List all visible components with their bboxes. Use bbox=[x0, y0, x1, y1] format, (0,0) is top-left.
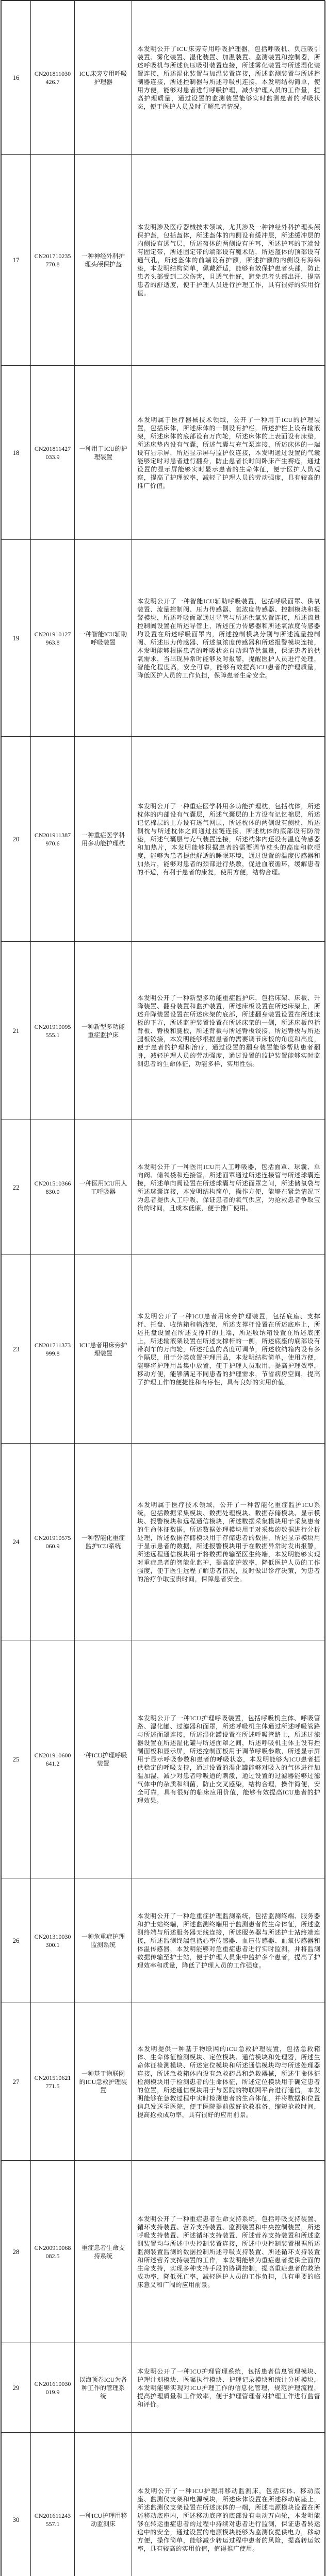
patent-number-cell: CN200910068082.5 bbox=[31, 2161, 75, 2343]
patent-number-cell: CN201910095555.1 bbox=[31, 942, 75, 1120]
row-number-cell: 23 bbox=[2, 1255, 31, 1444]
patent-title-cell: 一种医用ICU用人工呼吸器 bbox=[75, 1120, 132, 1255]
patent-number-cell: CN201811030426.7 bbox=[31, 1, 75, 155]
patent-number-cell: CN201510366830.0 bbox=[31, 1120, 75, 1255]
patent-title-cell: 一种智能化重症监护ICU系统 bbox=[75, 1444, 132, 1640]
table-row bbox=[2, 2003, 325, 2161]
patent-abstract-cell: 本发明公开了一种重症医学科用多功能护理枕，包括枕体，所述枕体的内部设有气囊层，所述气囊层的上方设有记忆棉层，所述记忆棉层的上方设有透气网层，所述枕体的两侧设有侧枕，所述侧枕与所述枕体之间通过拉链连接，所述枕体的底部设有防滑垫，所述气囊层与充气装置连接，所述枕体内还设有温度传感器和加热片，本发明能够根据患者的需要调节枕头的高度和软硬度，能够为患者提供舒适的睡眠环境，通过设置的温度传感器和加热片，能够对患者的颈部进行热敷，促进血液循环，缓解患者的不适，有利于患者的康复，使用方便，结构合理。 bbox=[132, 737, 325, 942]
patent-title-cell: 以海顶卷ICU为各种工作的管理系统 bbox=[75, 2343, 132, 2433]
patent-title-cell: 一种ICU护理呼吸装置 bbox=[75, 1640, 132, 1878]
patent-abstract-cell: 本发明公开了一种医用ICU用人工呼吸器，包括面罩、球囊、单向阀、储氧袋和连接管，所述面罩通过所述连接管与所述球囊连接，所述单向阀设置在所述球囊与所述面罩之间，所述储氧袋与所述球囊连接，本发明结构简单，操作方便，能够在紧急情况下为患者提供人工呼吸，保证患者的氧气供应，为抢救患者争取宝贵的时间，且成本低廉，便于推广使用。 bbox=[132, 1120, 325, 1255]
table-row bbox=[2, 1, 325, 155]
patent-number-cell: CN201911387970.6 bbox=[31, 737, 75, 942]
row-number-cell: 30 bbox=[2, 2433, 31, 2576]
patent-table bbox=[1, 1, 325, 2576]
patent-title-cell: 一种智能ICU辅助呼吸装置 bbox=[75, 540, 132, 737]
row-number-cell: 21 bbox=[2, 942, 31, 1120]
patent-title-cell: 一种新型多功能重症监护床 bbox=[75, 942, 132, 1120]
patent-abstract-cell: 本发明公开了一种新型多功能重症监护床，包括床架、床板、升降装置、翻身装置和监护装置，所述床板设置在所述床架上，所述升降装置设置在所述床架的底部，所述翻身装置设置在所述床板的下方，所述监护装置设置在所述床架的一侧，所述床板包括背板、臀板和腿板，所述背板与所述臀板铰接，所述臀板与所述腿板铰接，本发明能够根据患者的需要调节床板的角度和高度，便于患者的护理和治疗，通过设置的翻身装置能够帮助患者翻身，减轻护理人员的劳动强度，通过设置的监护装置能够实时监测患者的生命体征，功能多样，实用性强。 bbox=[132, 942, 325, 1120]
row-number-cell: 18 bbox=[2, 366, 31, 540]
row-number-cell: 25 bbox=[2, 1640, 31, 1878]
table-row bbox=[2, 942, 325, 1120]
patent-number-cell: CN201510621771.5 bbox=[31, 2003, 75, 2161]
patent-number-cell: CN201710235770.8 bbox=[31, 155, 75, 366]
table-row bbox=[2, 1640, 325, 1878]
row-number-cell: 26 bbox=[2, 1878, 31, 2003]
patent-number-cell: CN201910127963.8 bbox=[31, 540, 75, 737]
row-number-cell: 19 bbox=[2, 540, 31, 737]
table-row bbox=[2, 2343, 325, 2433]
patent-abstract-cell: 本发明公开了一种智能ICU辅助呼吸装置，包括呼吸面罩、供氧装置、流量控制阀、压力传感器、氧浓度传感器、控制模块和报警模块，所述呼吸面罩通过导管与所述供氧装置连接，所述流量控制阀设置在所述导管上，所述压力传感器和所述氧浓度传感器均设置在所述呼吸面罩内，所述控制模块分别与所述流量控制阀、所述压力传感器、所述氧浓度传感器和所述报警模块连接，本发明能够根据患者的呼吸状态自动调节供氧量，保证患者的供氧需求，当出现异常时能够及时报警，提醒医护人员进行处理，智能化程度高，安全可靠，能够有效提高ICU患者的护理质量，降低医护人员的工作负担，保障患者生命安全。 bbox=[132, 540, 325, 737]
patent-number-cell: CN201310030300.1 bbox=[31, 1878, 75, 2003]
table-row bbox=[2, 155, 325, 366]
patent-abstract-cell: 本发明公开了一种ICU护理管理系统，包括患者信息管理模块、护理计划模块、医嘱执行模块、护理记录模块和统计分析模块，本发明能够实现对ICU护理工作的信息化管理，规范护理流程，提高护理质量和工作效率，便于护理管理者对护理工作进行监督和评价。 bbox=[132, 2343, 325, 2433]
patent-abstract-cell: 本发明公开了一种ICU患者用床旁护理装置，包括底座、支撑杆、托盘、收纳箱和输液架，所述支撑杆设置在所述底座上，所述托盘设置在所述支撑杆的上端，所述收纳箱设置在所述底座上，所述输液架设置在所述支撑杆的一侧，所述底座的底部设有带刹车的万向轮，所述托盘的高度可调节，所述收纳箱内设有多个隔层，用于分类放置护理用品，本发明结构简单，使用方便，能够将护理用品集中放置，便于护理人员取用，提高护理效率，移动方便，能够满足不同患者的护理需求，节省病房空间，提高了护理工作的便捷性和有序性，具有良好的实用价值。 bbox=[132, 1255, 325, 1444]
patent-number-cell: CN201910575060.9 bbox=[31, 1444, 75, 1640]
patent-title-cell: 一种ICU护理用移动监测床 bbox=[75, 2433, 132, 2576]
patent-title-cell: 一种神经外科护理头颅保护盔 bbox=[75, 155, 132, 366]
table-row bbox=[2, 540, 325, 737]
patent-abstract-cell: 本发明公开了一种危重症护理监测系统，包括监测终端、服务器和护士站终端，所述监测终端用于监测患者的生命体征，所述监测终端与所述服务器无线连接，所述服务器与所述护士站终端连接，所述监测终端包括心率传感器、血压传感器、血氧传感器和体温传感器，本发明能够对危重症患者进行实时监测，并将监测数据传输至护士站，便于护理人员集中监护多个患者，提高了护理效率和质量，降低了护理人员的工作强度。 bbox=[132, 1878, 325, 2003]
patent-number-cell: CN201610030019.9 bbox=[31, 2343, 75, 2433]
row-number-cell: 22 bbox=[2, 1120, 31, 1255]
patent-abstract-cell: 本发明公开了一种重症患者生命支持系统，包括呼吸支持装置、循环支持装置、营养支持装置、监测装置和中央控制装置，所述呼吸支持装置、所述循环支持装置、所述营养支持装置和所述监测装置均与所述中央控制装置连接，所述中央控制装置根据所述监测装置监测的数据控制所述呼吸支持装置、所述循环支持装置和所述营养支持装置的工作，本发明能够为重症患者提供全面的生命支持，实现多种支持手段的协调控制，提高重症患者的救治成功率，降低死亡率，减轻医护人员的工作负担，具有重要的临床意义和广阔的应用前景。 bbox=[132, 2161, 325, 2343]
table-row bbox=[2, 366, 325, 540]
table-row bbox=[2, 1120, 325, 1255]
patent-number-cell: CN201811427033.9 bbox=[31, 366, 75, 540]
table-row bbox=[2, 2433, 325, 2576]
patent-number-cell: CN201611243557.1 bbox=[31, 2433, 75, 2576]
row-number-cell: 29 bbox=[2, 2343, 31, 2433]
patent-abstract-cell: 本发明公开了一种ICU护理用移动监测床，包括床体、移动底座、监测仪支架和电源模块，所述床体设置在所述移动底座上，所述监测仪支架设置在所述床体的一端，所述电源模块设置在所述移动底座内，所述移动底座的底部设有电动万向轮，本发明能够在转运重症患者的过程中持续对患者进行监测，保证患者转运途中的安全，通过设置的电源模块能够为监测仪提供电力，移动方便，操作简单，能够减少转运过程中患者的风险，提高转运效率，具有较高的实用价值，值得推广使用。 bbox=[132, 2433, 325, 2576]
patent-abstract-cell: 本发明属于医疗器械技术领域，公开了一种用于ICU的护理装置，包括床体，所述床体的一侧设有护栏，所述护栏上设有输液架，所述床体的底部设有万向轮，所述床体的上表面设有床垫，所述床垫内设有气囊，所述气囊与充气泵连接，所述床体的一端设有显示屏，所述显示屏与监护仪连接，本发明通过设置的气囊能够定时对患者进行翻身，防止患者长时间卧床产生褥疮，通过设置的显示屏能够实时显示患者的生命体征，便于医护人员观察，提高了护理效率，减轻了护理人员的劳动强度，具有较高的推广价值。 bbox=[132, 366, 325, 540]
row-number-cell: 17 bbox=[2, 155, 31, 366]
patent-title-cell: 一种基于物联网的ICU急救护理装置 bbox=[75, 2003, 132, 2161]
patent-title-cell: 重症患者生命支持系统 bbox=[75, 2161, 132, 2343]
patent-table-sheet bbox=[1, 0, 325, 2576]
table-row bbox=[2, 737, 325, 942]
table-row bbox=[2, 1255, 325, 1444]
patent-number-cell: CN201910600641.2 bbox=[31, 1640, 75, 1878]
table-row bbox=[2, 1444, 325, 1640]
patent-number-cell: CN201711373999.8 bbox=[31, 1255, 75, 1444]
table-row bbox=[2, 1878, 325, 2003]
row-number-cell: 20 bbox=[2, 737, 31, 942]
table-row bbox=[2, 2161, 325, 2343]
patent-title-cell: 一种用于ICU的护理装置 bbox=[75, 366, 132, 540]
row-number-cell: 28 bbox=[2, 2161, 31, 2343]
patent-abstract-cell: 本发明属于医疗技术领域，公开了一种智能化重症监护ICU系统，包括数据采集模块、数据处理模块、数据存储模块、显示模块、报警模块和远程通信模块，所述数据采集模块用于采集患者的生命体征数据，所述数据处理模块用于对采集的数据进行分析处理，所述数据存储模块用于存储患者的数据，所述显示模块用于显示患者的数据，所述报警模块用于在数据异常时发出报警，所述远程通信模块用于将数据传输至医生终端，本发明能够实现对重症患者的智能化监护，提高监护效率，降低医护人员的工作强度，便于医生远程了解患者情况，及时做出诊疗决策，为患者的治疗争取宝贵时间，保障患者安全。 bbox=[132, 1444, 325, 1640]
patent-title-cell: ICU患者用床旁护理装置 bbox=[75, 1255, 132, 1444]
patent-title-cell: 一种重症医学科用多功能护理枕 bbox=[75, 737, 132, 942]
patent-abstract-cell: 本发明公开了ICU床旁专用呼吸护理器，包括呼吸机、负压吸引装置、雾化装置、湿化装置、加温装置、监测装置和控制器，所述呼吸机与所述负压吸引装置连接，所述雾化装置与所述湿化装置连接，所述湿化装置与加温装置连接，所述监测装置与所述控制器连接，所述控制器与所述呼吸机连接，本发明结构简单，使用方便，能够对患者进行呼吸护理，减少护理人员的工作量，提高护理质量，通过设置的监测装置能够实时监测患者的呼吸状态，便于医护人员及时了解患者情况。 bbox=[132, 1, 325, 155]
row-number-cell: 24 bbox=[2, 1444, 31, 1640]
patent-abstract-cell: 本发明提供一种基于物联网的ICU急救护理装置，包括急救箱体、生命体征检测模块、定位模块、通信模块和处理器，所述生命体征检测模块、所述定位模块和所述通信模块均与所述处理器连接，所述急救箱体内设有急救药品和急救器械，所述生命体征检测模块用于检测患者的生命体征，所述定位模块用于确定患者的位置，所述通信模块用于与医院的物联网平台进行通信，本发明能够在急救过程中实时检测患者的生命体征，并将数据和位置信息发送至医院，便于医院提前做好抢救准备，缩短抢救时间，提高抢救成功率，具有很好的应用前景。 bbox=[132, 2003, 325, 2161]
patent-abstract-cell: 本发明公开了一种ICU护理呼吸装置，包括呼吸机主体、呼吸管路、湿化罐、过滤器和面罩，所述呼吸机主体通过所述呼吸管路与所述面罩连接，所述湿化罐设置在所述呼吸管路上，所述过滤器设置在所述湿化罐与所述面罩之间，所述呼吸机主体上设有控制面板和显示屏，所述控制面板用于调节呼吸参数，所述显示屏用于显示呼吸参数和患者的呼吸状态，本发明能够为ICU患者提供稳定的呼吸支持，通过设置的湿化罐能够对吸入的气体进行加温加湿，减少对患者呼吸道的刺激，通过设置的过滤器能够过滤气体中的杂质和细菌，防止交叉感染，结构合理，操作简便，安全可靠，具有很好的临床应用价值，能够有效提高ICU患者的护理效果。 bbox=[132, 1640, 325, 1878]
row-number-cell: 27 bbox=[2, 2003, 31, 2161]
patent-title-cell: 一种危重症护理监测系统 bbox=[75, 1878, 132, 2003]
patent-title-cell: ICU床旁专用呼吸护理器 bbox=[75, 1, 132, 155]
patent-abstract-cell: 本发明涉及医疗器械技术领域，尤其涉及一种神经外科护理头颅保护盔，包括盔体，所述盔体的内侧设有缓冲层，所述缓冲层的内侧设有透气层，所述盔体的两侧设有护耳，所述护耳的下端设有固定带，所述固定带的端部设有魔术贴，所述盔体的顶部设有通气孔，所述盔体的前端设有护额，所述护额的内侧设有海绵垫，本发明结构简单，佩戴舒适，能够有效保护患者头部，防止患者头部受到二次伤害，且透气性好，避免患者头部出汗，提高患者的舒适度，便于护理人员进行护理工作，具有很好的实用价值。 bbox=[132, 155, 325, 366]
row-number-cell: 16 bbox=[2, 1, 31, 155]
